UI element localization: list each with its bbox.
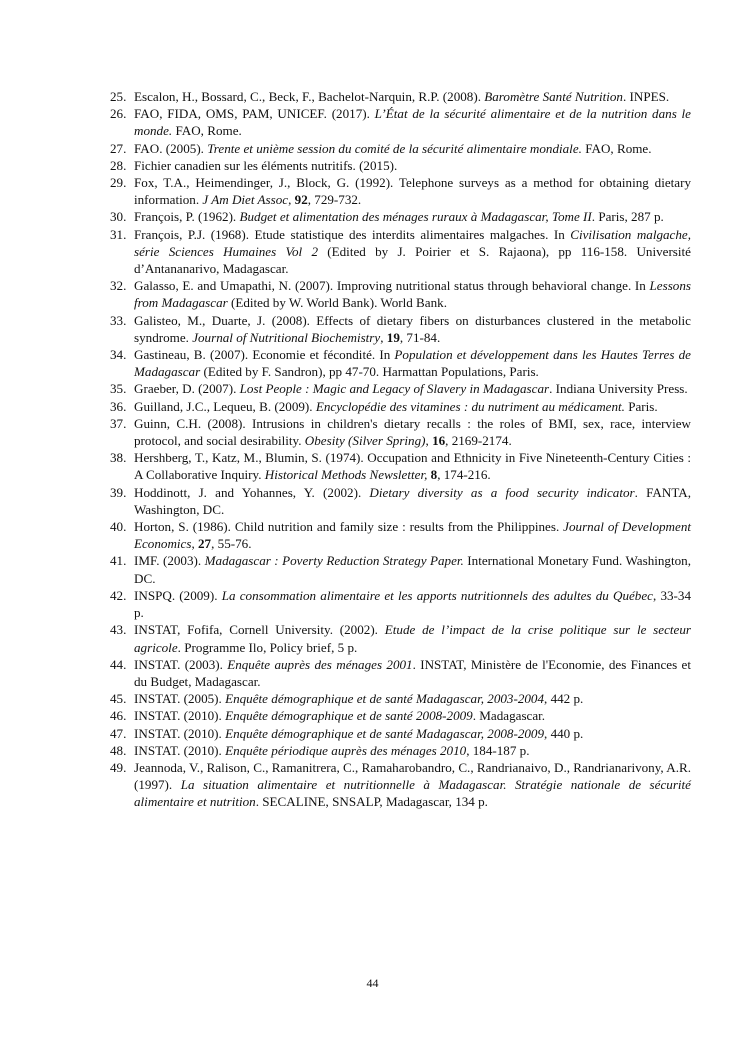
reference-item <box>110 208 691 225</box>
reference-text: Hoddinott, J. and Yohannes, Y. (2002). Dietary diversity as a food security indicator. FANTA, Washington, DC. <box>134 484 691 517</box>
reference-number: 26. <box>110 106 127 122</box>
reference-item <box>110 449 691 483</box>
reference-item <box>110 621 691 655</box>
reference-text: INSPQ. (2009). La consommation alimentaire et les apports nutritionnels des adultes du Québec, 33-34 p. <box>134 587 691 621</box>
reference-number: 25. <box>110 89 127 104</box>
reference-item <box>110 725 691 742</box>
reference-text: INSTAT, Fofifa, Cornell University. (2002). Etude de l’impact de la crise politique sur le secteur agricole. Programme Ilo, Policy brief, 5 p. <box>134 622 691 655</box>
reference-text: Graeber, D. (2007). Lost People : Magic and Legacy of Slavery in Madagascar. Indiana University Press. <box>134 381 688 397</box>
page-number: 44 <box>366 976 379 990</box>
reference-text: Fichier canadien sur les éléments nutritifs. (2015). <box>134 157 398 173</box>
reference-list <box>110 88 691 811</box>
reference-text: Galasso, E. and Umapathi, N. (2007). Improving nutritional status through behavioral change. In Lessons from Madagascar (Edited by W. World Bank). World Bank. <box>134 278 691 311</box>
reference-text: INSTAT. (2005). Enquête démographique et de santé Madagascar, 2003-2004, 442 p. <box>134 691 584 707</box>
reference-item <box>110 157 691 174</box>
reference-text: Galisteo, M., Duarte, J. (2008). Effects of dietary fibers on disturbances clustered in the metabolic syndrome. Journal of Nutritional Biochemistry, 19, 71-84. <box>134 312 691 345</box>
reference-number: 31. <box>110 226 127 242</box>
reference-number: 32. <box>110 278 127 294</box>
reference-text: INSTAT. (2010). Enquête périodique auprès des ménages 2010, 184-187 p. <box>134 742 530 758</box>
reference-text: Guinn, C.H. (2008). Intrusions in children's dietary recalls : the roles of BMI, sex, race, interview protocol, and social desirability. Obesity (Silver Spring), 16, 2169-2174. <box>134 415 691 449</box>
reference-number: 48. <box>110 742 127 758</box>
reference-item <box>110 174 691 208</box>
reference-item <box>110 587 691 621</box>
reference-number: 36. <box>110 398 127 414</box>
reference-number: 46. <box>110 708 127 724</box>
reference-item <box>110 552 691 586</box>
reference-number: 29. <box>110 175 127 191</box>
reference-text: Guilland, J.C., Lequeu, B. (2009). Encyclopédie des vitamines : du nutriment au médicament. Paris. <box>134 398 658 414</box>
reference-item <box>110 346 691 380</box>
reference-text: François, P. (1962). Budget et alimentation des ménages ruraux à Madagascar, Tome II. Paris, 287 p. <box>134 209 664 225</box>
reference-item <box>110 398 691 415</box>
reference-item <box>110 88 691 105</box>
reference-item <box>110 518 691 552</box>
reference-number: 39. <box>110 484 127 500</box>
reference-item <box>110 226 691 278</box>
reference-item <box>110 759 691 811</box>
reference-number: 34. <box>110 347 127 363</box>
reference-text: Gastineau, B. (2007). Economie et fécondité. In Population et développement dans les Hautes Terres de Madagascar (Edited by F. Sandron), pp 47-70. Harmattan Populations, Paris. <box>134 347 691 380</box>
reference-number: 43. <box>110 622 127 638</box>
reference-item <box>110 707 691 724</box>
reference-number: 38. <box>110 450 127 466</box>
reference-text: Hershberg, T., Katz, M., Blumin, S. (1974). Occupation and Ethnicity in Five Nineteenth-Century Cities : A Collaborative Inquiry. Historical Methods Newsletter, 8, 174-216. <box>134 450 691 483</box>
reference-item <box>110 656 691 690</box>
reference-item <box>110 140 691 157</box>
reference-number: 44. <box>110 656 127 672</box>
reference-number: 49. <box>110 759 127 775</box>
reference-number: 42. <box>110 587 127 603</box>
reference-item <box>110 312 691 346</box>
reference-number: 41. <box>110 553 127 569</box>
reference-number: 27. <box>110 140 127 156</box>
reference-text: Fox, T.A., Heimendinger, J., Block, G. (1992). Telephone surveys as a method for obtaining dietary information. J Am Diet Assoc, 92, 729-732. <box>134 175 691 208</box>
reference-item <box>110 415 691 449</box>
reference-text: INSTAT. (2010). Enquête démographique et de santé 2008-2009. Madagascar. <box>134 708 546 724</box>
reference-number: 33. <box>110 312 127 328</box>
reference-text: Jeannoda, V., Ralison, C., Ramanitrera, C., Ramaharobandro, C., Randrianaivo, D., Randrianarivony, A.R. (1997). La situation alimentaire et nutritionnelle à Madagascar. Stratégie nationale de sécurité alimentaire et nutrition. SECALINE, SNSALP, Madagascar, 134 p. <box>134 759 691 810</box>
reference-number: 45. <box>110 691 127 707</box>
reference-number: 37. <box>110 415 127 431</box>
reference-text: FAO, FIDA, OMS, PAM, UNICEF. (2017). L’État de la sécurité alimentaire et de la nutrition dans le monde. FAO, Rome. <box>134 106 691 139</box>
reference-item <box>110 380 691 397</box>
reference-number: 35. <box>110 381 127 397</box>
reference-text: INSTAT. (2010). Enquête démographique et de santé Madagascar, 2008-2009, 440 p. <box>134 725 584 741</box>
reference-number: 40. <box>110 519 127 535</box>
reference-item <box>110 105 691 139</box>
reference-number: 47. <box>110 725 127 741</box>
reference-item <box>110 484 691 518</box>
reference-text: INSTAT. (2003). Enquête auprès des ménages 2001. INSTAT, Ministère de l'Economie, des Finances et du Budget, Madagascar. <box>134 656 691 689</box>
reference-text: Escalon, H., Bossard, C., Beck, F., Bachelot-Narquin, R.P. (2008). Baromètre Santé Nutrition. INPES. <box>134 89 670 104</box>
reference-text: FAO. (2005). Trente et unième session du comité de la sécurité alimentaire mondiale. FAO, Rome. <box>134 140 652 156</box>
reference-number: 30. <box>110 209 127 225</box>
reference-text: IMF. (2003). Madagascar : Poverty Reduction Strategy Paper. International Monetary Fund. Washington, DC. <box>134 553 691 586</box>
reference-item <box>110 690 691 707</box>
reference-item <box>110 277 691 311</box>
reference-text: Horton, S. (1986). Child nutrition and family size : results from the Philippines. Journal of Development Economics, 27, 55-76. <box>134 519 692 552</box>
reference-item <box>110 742 691 759</box>
reference-number: 28. <box>110 157 127 173</box>
reference-text: François, P.J. (1968). Etude statistique des interdits alimentaires malgaches. In Civilisation malgache, série Sciences Humaines Vol 2 (Edited by J. Poirier et S. Rajaona), pp 116-158. Université d’Antananarivo, Madagascar. <box>134 226 691 277</box>
